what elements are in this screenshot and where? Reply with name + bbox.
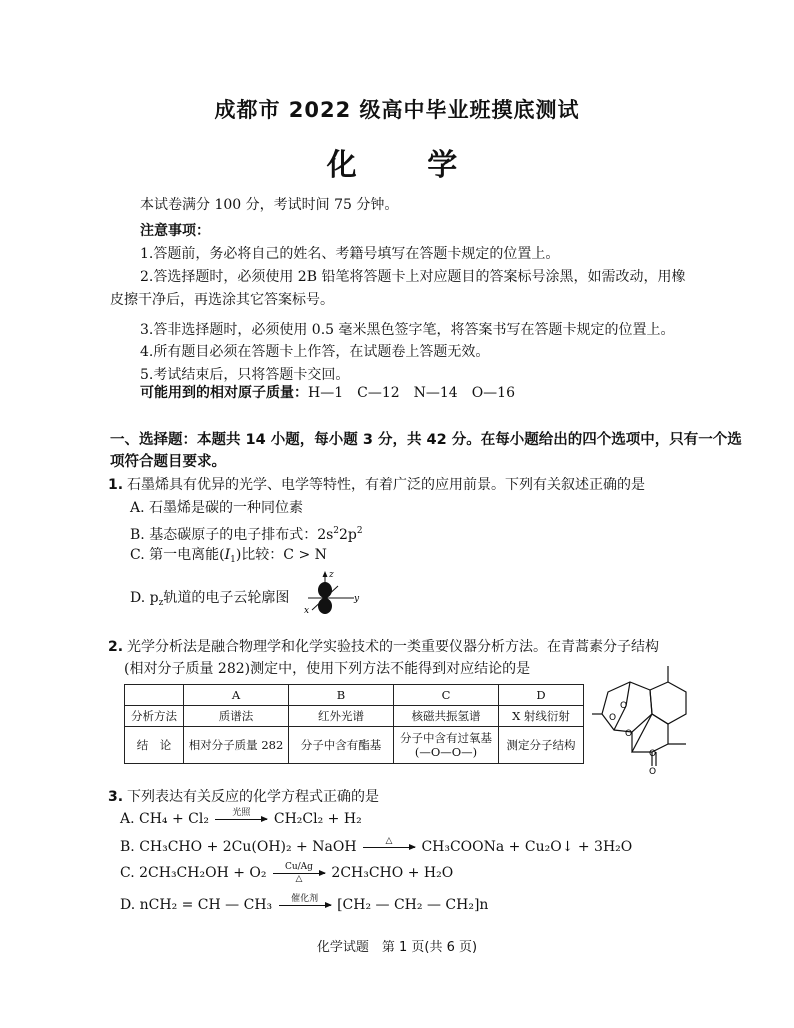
q2-stem-line2: (相对分子质量 282)测定中，使用下列方法不能得到对应结论的是 (124, 661, 531, 677)
note-2: 2.答选择题时，必须使用 2B 铅笔将答题卡上对应题目的答案标号涂黑，如需改动，用橡 (140, 269, 686, 285)
section1-heading-cont: 项符合题目要求。 (110, 454, 226, 470)
page-footer: 化学试题 第 1 页(共 6 页) (316, 940, 478, 955)
subject-title: 化 学 (326, 148, 488, 183)
atomic-mass-line (140, 384, 515, 402)
q1-option-b: B. 基态碳原子的电子排布式：$2s^22p^2$ (130, 526, 363, 543)
q1-option-c: C. 第一电离能$(I_1)$比较：C > N (130, 547, 327, 565)
table-cell: 分子中含有酯基 (289, 727, 394, 764)
table-header-c: C (394, 685, 499, 706)
table-cell: 质谱法 (184, 706, 289, 727)
exam-info: 本试卷满分 100 分，考试时间 75 分钟。 (140, 197, 399, 213)
q3-number: 3. (108, 789, 124, 805)
table-header-d: D (499, 685, 584, 706)
artemisinin-structure (590, 660, 700, 775)
reaction-arrow: 光照 (215, 808, 267, 830)
note-1: 1.答题前，务必将自己的姓名、考籍号填写在答题卡规定的位置上。 (140, 246, 560, 262)
axis-y-label: y (354, 594, 360, 604)
table-row-label-conclusion: 结 论 (125, 727, 184, 764)
notice-title: 注意事项： (140, 223, 210, 239)
q2-methods-table (124, 684, 584, 764)
q2-number: 2. (108, 639, 124, 655)
oxygen-label: O (625, 729, 633, 739)
table-cell: 测定分子结构 (499, 727, 584, 764)
note-3: 3.答非选择题时，必须使用 0.5 毫米黑色签字笔，将答案书写在答题卡规定的位置上。 (140, 322, 675, 338)
q3-option-c: C. 2CH₃CH₂OH + O₂ Cu/Ag △ 2CH₃CHO + H₂O (120, 862, 454, 884)
table-row-label-method: 分析方法 (125, 706, 184, 727)
table-cell: X 射线衍射 (499, 706, 584, 727)
table-cell: 核磁共振氢谱 (394, 706, 499, 727)
q3-option-b: B. CH₃CHO + 2Cu(OH)₂ + NaOH △ CH₃COONa + Cu₂O↓ + 3H₂O (120, 836, 632, 858)
table-cell: 相对分子质量 282 (184, 727, 289, 764)
table-header-b: B (289, 685, 394, 706)
note-2-cont: 皮擦干净后，再选涂其它答案标号。 (110, 292, 334, 308)
oxygen-label: O (649, 767, 657, 775)
reaction-arrow: Cu/Ag △ (273, 862, 325, 884)
table-header-a: A (184, 685, 289, 706)
note-4: 4.所有题目必须在答题卡上作答，在试题卷上答题无效。 (140, 344, 490, 360)
atomic-mass-values: H—1 C—12 N—14 O—16 (308, 385, 515, 401)
table-cell: 分子中含有过氧基 (—O—O—) (394, 727, 499, 764)
table-cell: 红外光谱 (289, 706, 394, 727)
q2-stem-line1: 光学分析法是融合物理学和化学实验技术的一类重要仪器分析方法。在青蒿素分子结构 (127, 639, 659, 655)
oxygen-label: O (649, 749, 657, 759)
axis-z-label: z (329, 570, 334, 580)
q3-option-d: D. nCH₂ = CH — CH₃ 催化剂 [CH₂ — CH₂ — CH₂]n (120, 894, 488, 916)
oxygen-label: O (620, 701, 628, 711)
pz-orbital-diagram (304, 568, 364, 618)
exam-title: 成都市 2022 级高中毕业班摸底测试 (214, 98, 580, 122)
q1-option-a: A. 石墨烯是碳的一种同位素 (130, 500, 304, 516)
q3-option-a: A. CH₄ + Cl₂ 光照 CH₂Cl₂ + H₂ (120, 808, 362, 830)
reaction-arrow: △ (363, 836, 415, 858)
q1-number: 1. (108, 477, 124, 493)
axis-x-label: x (304, 606, 310, 616)
q1-stem: 石墨烯具有优异的光学、电学等特性，有着广泛的应用前景。下列有关叙述正确的是 (127, 477, 645, 493)
reaction-arrow: 催化剂 (279, 894, 331, 916)
oxygen-label: O (609, 713, 617, 723)
note-5: 5.考试结束后，只将答题卡交回。 (140, 367, 350, 383)
atomic-mass-label: 可能用到的相对原子质量： (140, 385, 308, 401)
table-header-cell (125, 685, 184, 706)
q3-stem: 下列表达有关反应的化学方程式正确的是 (127, 789, 379, 805)
section1-heading: 一、选择题：本题共 14 小题，每小题 3 分，共 42 分。在每小题给出的四个选项中，只有一个选 (110, 432, 742, 448)
q1-option-d: D. $p_z$轨道的电子云轮廓图 (130, 590, 290, 608)
